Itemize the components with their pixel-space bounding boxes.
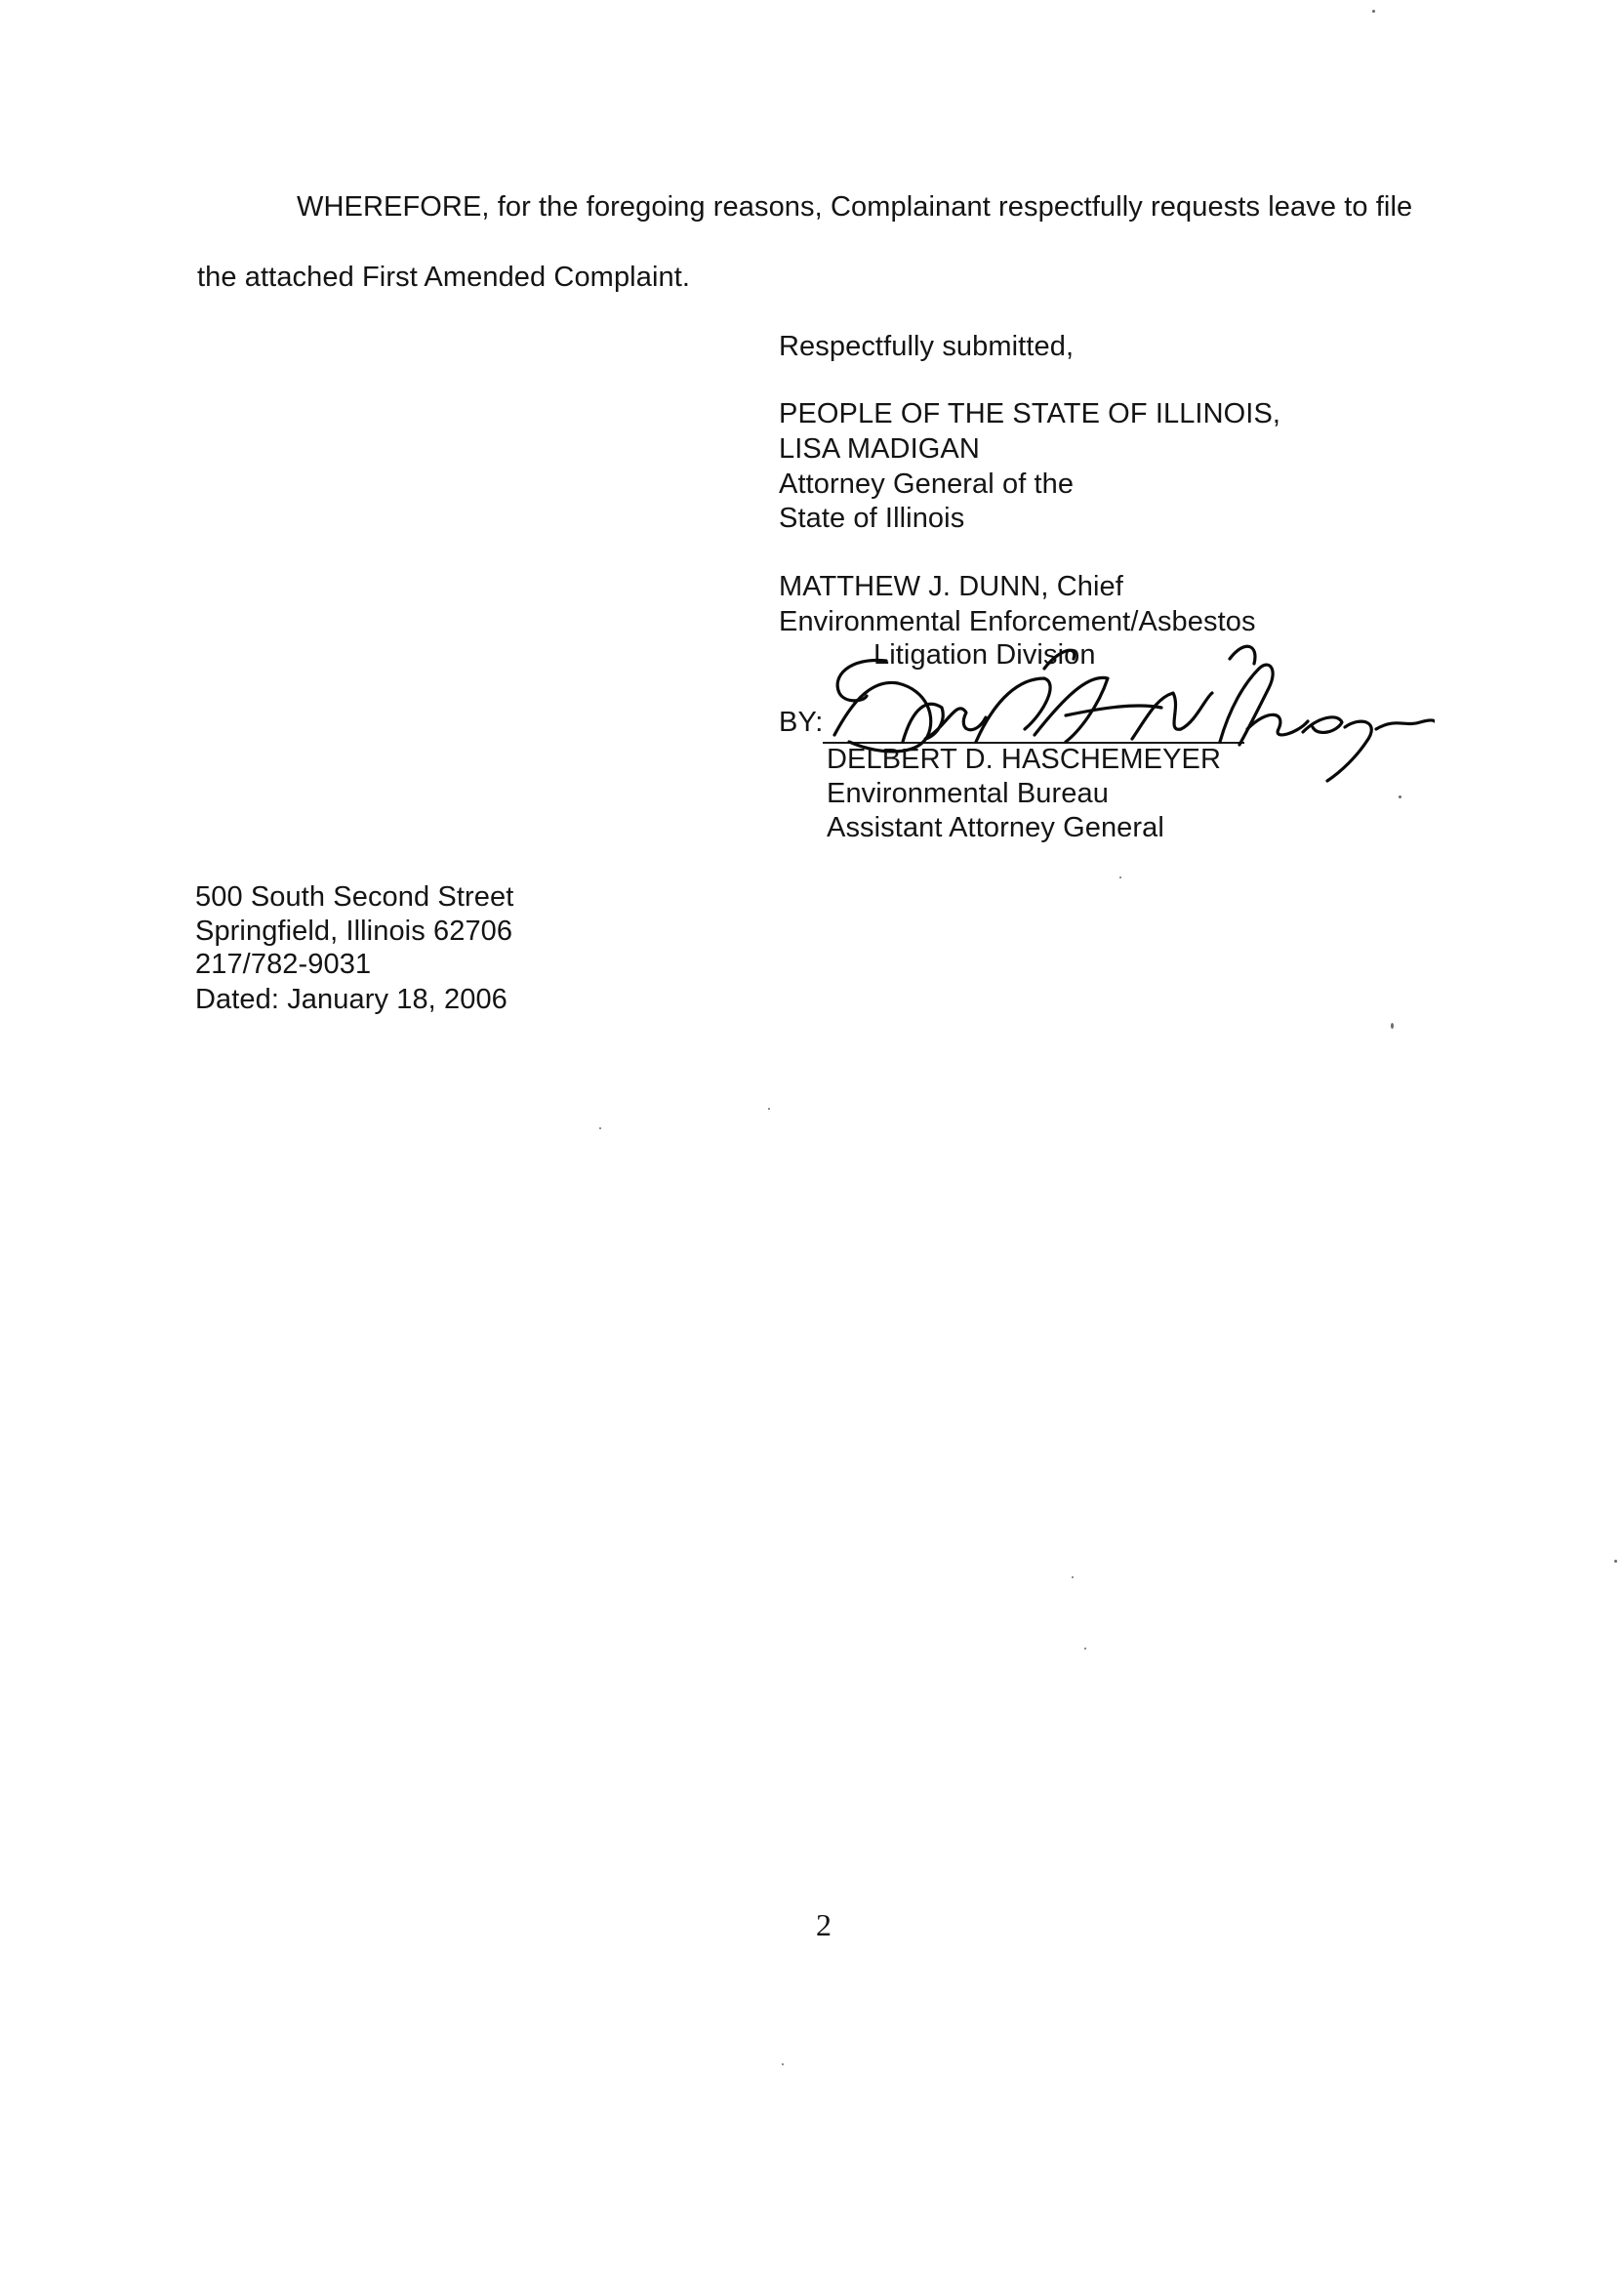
by-label: BY:	[779, 707, 824, 738]
division-line-2: Environmental Enforcement/Asbestos	[779, 606, 1256, 637]
division-line-3: Litigation Division	[873, 639, 1096, 671]
party-line-4: State of Illinois	[779, 503, 965, 534]
body-paragraph-line-2: the attached First Amended Complaint.	[197, 262, 691, 293]
scan-speck	[1072, 1576, 1074, 1578]
scan-speck	[768, 1108, 770, 1110]
scan-speck	[782, 2063, 784, 2065]
closing-phrase: Respectfully submitted,	[779, 331, 1075, 362]
address-phone: 217/782-9031	[195, 949, 372, 980]
party-line-2: LISA MADIGAN	[779, 433, 980, 465]
body-paragraph-line-1: WHEREFORE, for the foregoing reasons, Complainant respectfully requests leave to file	[297, 191, 1413, 223]
scan-speck	[599, 1127, 601, 1129]
division-line-1: MATTHEW J. DUNN, Chief	[779, 571, 1123, 602]
document-date: Dated: January 18, 2006	[195, 984, 508, 1015]
scan-speck	[1119, 876, 1121, 878]
scan-speck	[1084, 1648, 1086, 1650]
party-line-1: PEOPLE OF THE STATE OF ILLINOIS,	[779, 398, 1281, 429]
page-number: 2	[816, 1907, 832, 1942]
scan-speck	[1614, 1560, 1617, 1563]
signer-title-2: Assistant Attorney General	[827, 812, 1164, 843]
signer-name: DELBERT D. HASCHEMEYER	[827, 744, 1222, 775]
scan-speck	[1391, 1023, 1394, 1029]
party-line-3: Attorney General of the	[779, 469, 1075, 500]
scan-speck	[1399, 795, 1401, 798]
signer-title-1: Environmental Bureau	[827, 778, 1109, 809]
address-street: 500 South Second Street	[195, 881, 514, 913]
address-city: Springfield, Illinois 62706	[195, 916, 513, 947]
scan-speck	[1372, 10, 1375, 13]
